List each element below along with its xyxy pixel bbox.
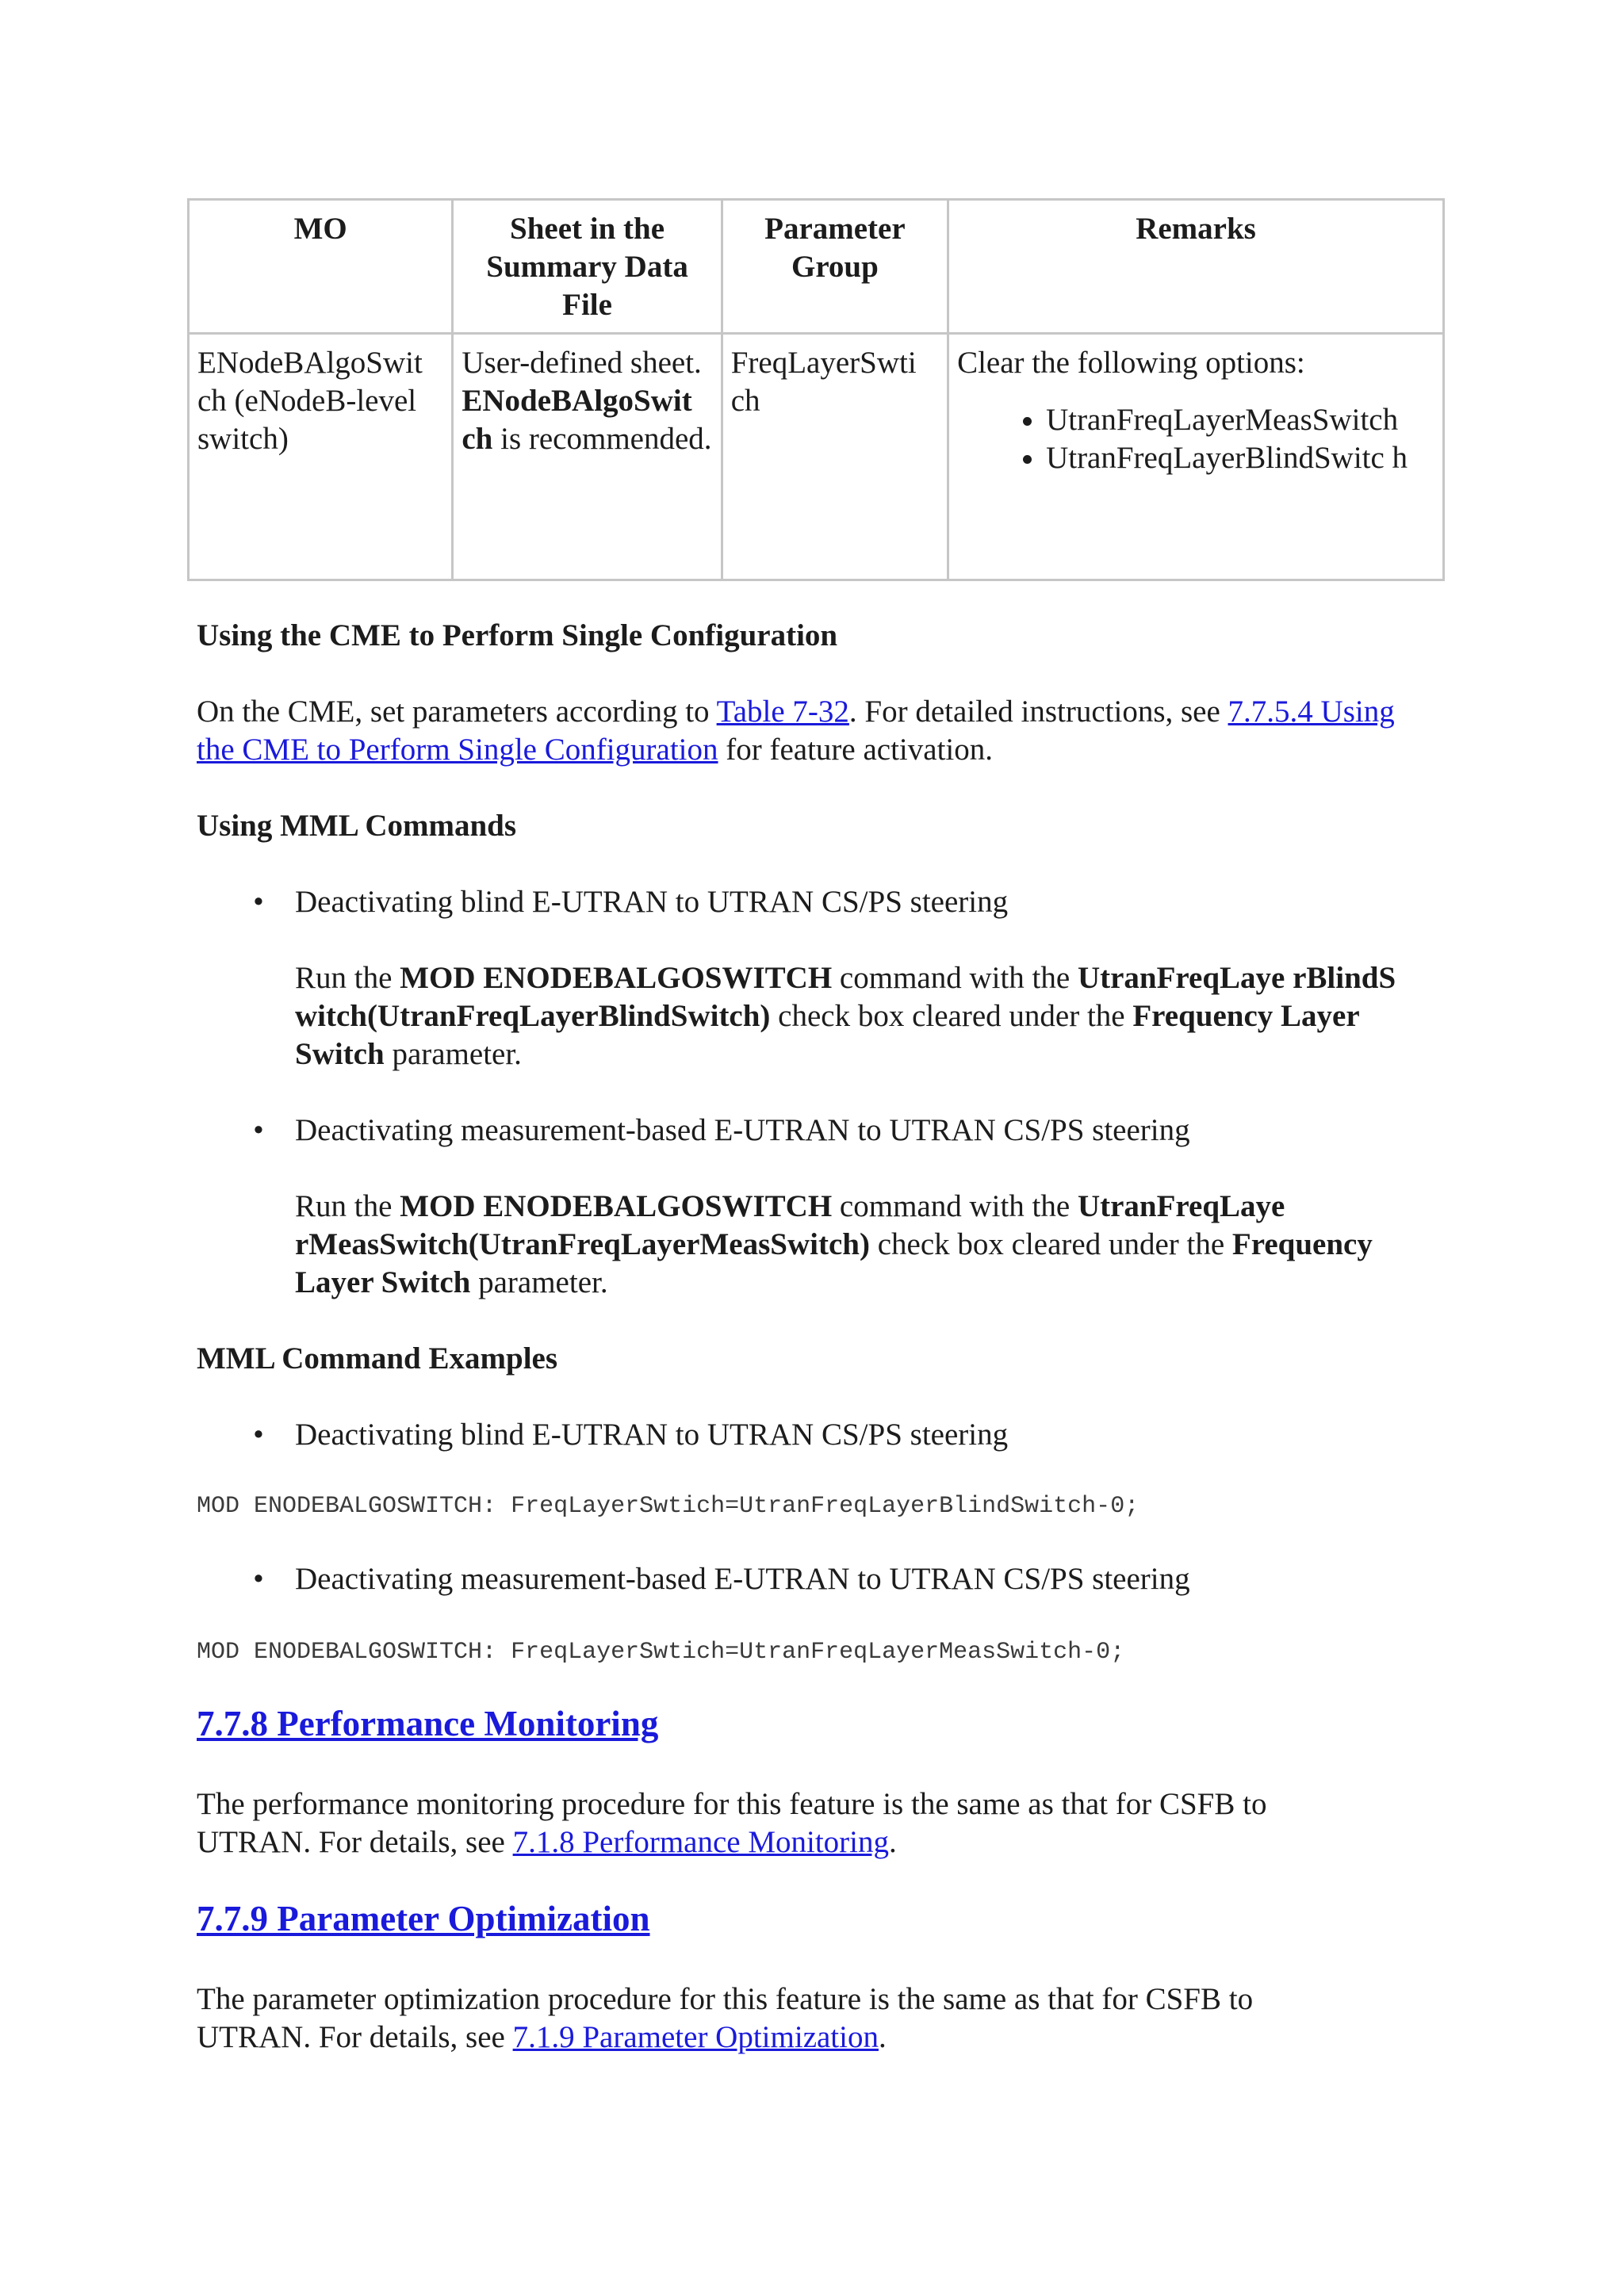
table-header-remarks: Remarks bbox=[948, 200, 1444, 334]
table-cell-remarks bbox=[948, 334, 1444, 580]
command-name: MOD ENODEBALGOSWITCH bbox=[400, 1189, 833, 1223]
mml-item-2-description bbox=[295, 1188, 1453, 1302]
run-text: Run the bbox=[295, 1189, 400, 1223]
sheet-text-pre: User-defined sheet. bbox=[462, 346, 702, 380]
performance-text: The performance monitoring procedure for this feature is the same as that for CSFB to UTRAN. For details, see bbox=[197, 1787, 1267, 1859]
cme-paragraph bbox=[197, 693, 1434, 769]
example-1-title: Deactivating blind E-UTRAN to UTRAN CS/PS steering bbox=[295, 1418, 1009, 1452]
remarks-item: • UtranFreqLayerBlindSwitc h bbox=[1046, 439, 1434, 477]
table-header-sheet: Sheet in the Summary Data File bbox=[453, 200, 722, 334]
table-cell-parameter-group: FreqLayerSwti ch bbox=[722, 334, 948, 580]
example-2-title: Deactivating measurement-based E-UTRAN to UTRAN CS/PS steering bbox=[295, 1562, 1190, 1596]
table-header-parameter-group: Parameter Group bbox=[722, 200, 948, 334]
with-text: command with the bbox=[832, 1189, 1078, 1223]
period-text: . bbox=[878, 2020, 887, 2054]
with-text: command with the bbox=[832, 961, 1078, 995]
table-7-32-link[interactable]: Table 7-32 bbox=[716, 695, 849, 729]
optimization-paragraph bbox=[197, 1980, 1339, 2057]
run-text: Run the bbox=[295, 961, 400, 995]
mml-item-2-title: Deactivating measurement-based E-UTRAN to UTRAN CS/PS steering bbox=[295, 1113, 1190, 1147]
option-name: UtranFreqLaye rMeasSwitch(UtranFreqLayerMeasSwitch) bbox=[295, 1189, 1285, 1261]
checkbox-text: check box cleared under the bbox=[869, 1227, 1232, 1261]
parameter-name: Frequency Layer Switch bbox=[295, 1227, 1373, 1299]
command-name: MOD ENODEBALGOSWITCH bbox=[400, 961, 833, 995]
optimization-text: The parameter optimization procedure for this feature is the same as that for CSFB to UTRAN. For details, see bbox=[197, 1982, 1254, 2054]
parameter-optimization-title[interactable]: 7.7.9 Parameter Optimization bbox=[197, 1899, 650, 1938]
example-2-code: MOD ENODEBALGOSWITCH: FreqLayerSwtich=UtranFreqLayerMeasSwitch-0; bbox=[197, 1639, 1125, 1666]
period-text: . bbox=[889, 1825, 897, 1859]
bullet-icon: • bbox=[253, 1562, 264, 1596]
mml-item-1-title: Deactivating blind E-UTRAN to UTRAN CS/PS steering bbox=[295, 885, 1009, 919]
table-cell-sheet bbox=[453, 334, 722, 580]
mml-heading: Using MML Commands bbox=[197, 809, 517, 843]
example-1-code: MOD ENODEBALGOSWITCH: FreqLayerSwtich=UtranFreqLayerBlindSwitch-0; bbox=[197, 1493, 1139, 1520]
parameter-name: Frequency Layer Switch bbox=[295, 999, 1359, 1071]
bullet-icon: • bbox=[253, 885, 264, 919]
cme-text-1: On the CME, set parameters according to bbox=[197, 695, 717, 729]
bullet-icon: • bbox=[253, 1113, 264, 1147]
performance-monitoring-title[interactable]: 7.7.8 Performance Monitoring bbox=[197, 1704, 659, 1743]
table-header-row bbox=[189, 200, 1444, 334]
performance-monitoring-link[interactable]: 7.1.8 Performance Monitoring bbox=[512, 1825, 890, 1859]
table-cell-mo: ENodeBAlgoSwit ch (eNodeB-level switch) bbox=[189, 334, 453, 580]
remarks-list bbox=[957, 401, 1434, 477]
examples-heading: MML Command Examples bbox=[197, 1341, 558, 1376]
remarks-intro: Clear the following options: bbox=[957, 346, 1305, 380]
remarks-item: • UtranFreqLayerMeasSwitch bbox=[1046, 401, 1434, 439]
sheet-text-post: is recommended. bbox=[500, 422, 712, 456]
checkbox-text: check box cleared under the bbox=[770, 999, 1133, 1033]
cme-text-3: for feature activation. bbox=[718, 733, 994, 767]
table-row bbox=[189, 334, 1444, 580]
table-header-mo: MO bbox=[189, 200, 453, 334]
single-configuration-link[interactable]: 7.7.5.4 Using the CME to Perform Single Configuration bbox=[197, 695, 1395, 767]
end-text: parameter. bbox=[470, 1265, 608, 1299]
cme-heading: Using the CME to Perform Single Configuration bbox=[197, 618, 838, 652]
performance-paragraph bbox=[197, 1785, 1339, 1862]
option-name: UtranFreqLaye rBlindS witch(UtranFreqLayerBlindSwitch) bbox=[295, 961, 1396, 1033]
bullet-icon: • bbox=[253, 1418, 264, 1452]
mml-item-1-description bbox=[295, 959, 1453, 1073]
sheet-text-bold: ENodeBAlgoSwit ch bbox=[462, 384, 692, 456]
cme-text-2: . For detailed instructions, see bbox=[848, 695, 1228, 729]
parameter-table bbox=[187, 198, 1445, 581]
parameter-optimization-link[interactable]: 7.1.9 Parameter Optimization bbox=[512, 2020, 879, 2054]
end-text: parameter. bbox=[384, 1037, 522, 1071]
